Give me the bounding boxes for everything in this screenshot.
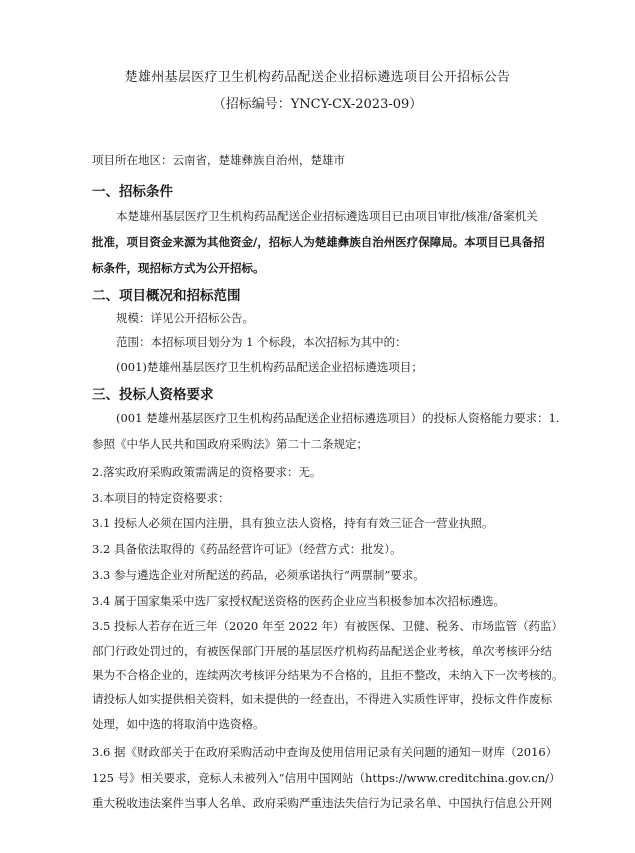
paragraph-line: 3.4 属于国家集采中选厂家授权配送资格的医药企业应当积极参加本次招标遴选。 <box>92 594 505 608</box>
section-heading-1: 一、招标条件 <box>92 184 173 200</box>
paragraph-line: 3.6 据《财政部关于在政府采购活动中查询及使用信用记录有关问题的通知－财库（2016） <box>92 745 558 759</box>
paragraph-line: 范围：本招标项目划分为 1 个标段，本次招标为其中的： <box>116 335 407 349</box>
paragraph-line: 果为不合格企业的，连续两次考核评分结果为不合格的，且拒不整改，未纳入下一次考核的。 <box>92 668 564 682</box>
paragraph-line: 125 号》相关要求，竞标人未被列入“信用中国网站（https://www.creditchina.gov.cn/） <box>92 771 561 785</box>
section-heading-3: 三、投标人资格要求 <box>92 387 214 403</box>
page-title: 楚雄州基层医疗卫生机构药品配送企业招标遴选项目公开招标公告 <box>124 70 511 85</box>
paragraph-line: 3.1 投标人必须在国内注册，具有独立法人资格，持有有效三证合一营业执照。 <box>92 516 494 530</box>
paragraph-line: 参照《中华人民共和国政府采购法》第二十二条规定； <box>92 437 368 451</box>
paragraph-line: 部门行政处罚过的，有被医保部门开展的基层医疗机构药品配送企业考核，单次考核评分结 <box>92 644 552 658</box>
paragraph-line: 3.3 参与遴选企业对所配送的药品，必须承诺执行“两票制”要求。 <box>92 568 425 582</box>
paragraph-line: (001)楚雄州基层医疗卫生机构药品配送企业招标遴选项目； <box>116 360 423 374</box>
paragraph-line: 3.本项目的特定资格要求： <box>92 491 230 505</box>
paragraph-line: 3.2 具备依法取得的《药品经营许可证》（经营方式：批发）。 <box>92 542 402 556</box>
project-location: 项目所在地区：云南省，楚雄彝族自治州，楚雄市 <box>92 153 345 167</box>
paragraph-line: 重大税收违法案件当事人名单、政府采购严重违法失信行为记录名单、中国执行信息公开网 <box>92 796 552 810</box>
section-heading-2: 二、项目概况和招标范围 <box>92 288 241 304</box>
paragraph-line: 3.5 投标人若存在近三年（2020 年至 2022 年）有被医保、卫健、税务、市场监管（药监） <box>92 619 563 633</box>
paragraph-line: 处理，如中选的将取消中选资格。 <box>92 717 265 731</box>
paragraph-line: 请投标人如实提供相关资料，如未提供的一经查出，不得进入实质性评审，投标文件作废标 <box>92 692 552 706</box>
paragraph-line: 标条件，现招标方式为公开招标。 <box>92 261 265 275</box>
paragraph-line: 2.落实政府采购政策需满足的资格要求：无。 <box>92 465 322 479</box>
tender-number: （招标编号：YNCY-CX-2023-09） <box>212 97 423 112</box>
paragraph-line: 规模：详见公开招标公告。 <box>116 311 254 325</box>
paragraph-line: 本楚雄州基层医疗卫生机构药品配送企业招标遴选项目已由项目审批/核准/备案机关 <box>116 209 538 223</box>
paragraph-line: (001 楚雄州基层医疗卫生机构药品配送企业招标遴选项目）的投标人资格能力要求：1. <box>116 411 560 425</box>
paragraph-line: 批准，项目资金来源为其他资金/，招标人为楚雄彝族自治州医疗保障局。本项目已具备招 <box>92 235 545 249</box>
